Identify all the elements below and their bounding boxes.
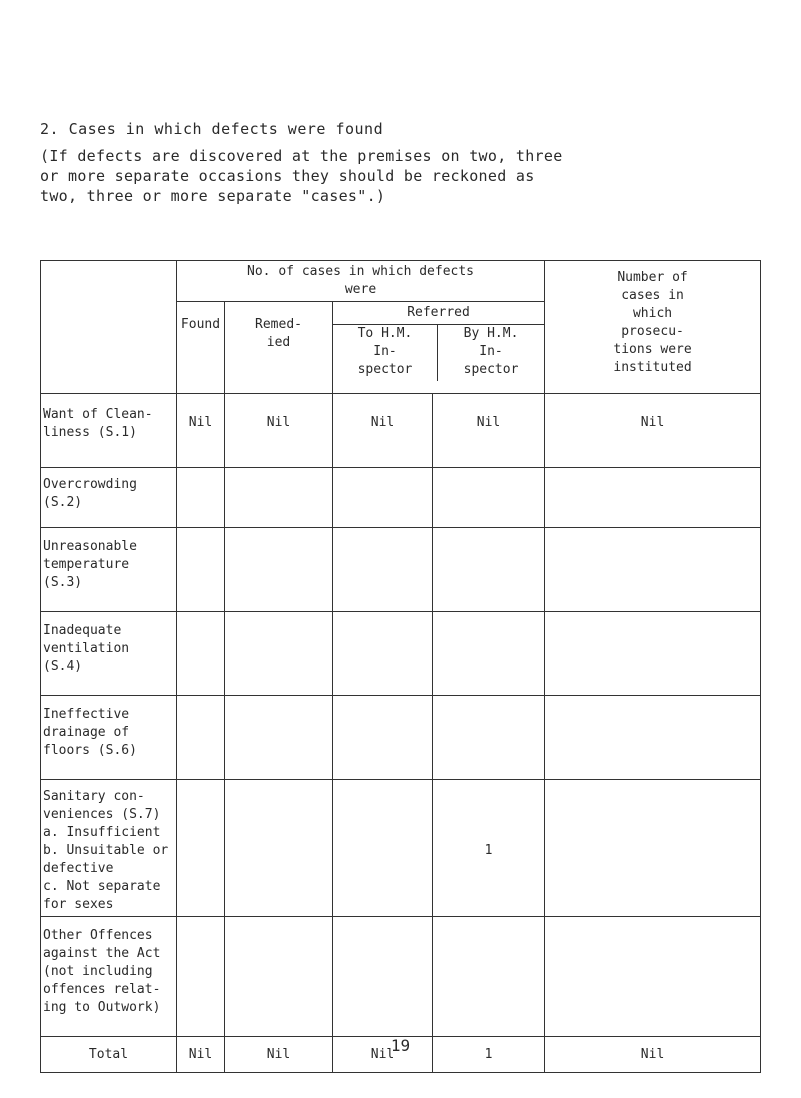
row-label-line: Inadequate — [43, 623, 122, 638]
cell-remedied — [225, 394, 333, 468]
cell-remedied — [225, 528, 333, 612]
cell-by-hm-inspector — [433, 917, 545, 1037]
row-label-line: a. Insufficient — [43, 825, 161, 840]
section-heading: 2. Cases in which defects were found — [40, 120, 384, 138]
total-prosecutions: Nil — [545, 1037, 761, 1073]
cell-found — [177, 528, 225, 612]
cell-to-hm-inspector — [333, 917, 433, 1037]
row-label-line: (S.2) — [43, 495, 83, 510]
row-label-line: floors (S.6) — [43, 743, 137, 758]
header-line: spector — [357, 362, 413, 377]
header-line: Remed- — [255, 317, 302, 332]
row-label-line: drainage of — [43, 725, 130, 740]
cell-remedied — [225, 780, 333, 917]
header-line: prosecu- — [621, 324, 684, 339]
row-label-line: Ineffective — [43, 707, 130, 722]
table-row — [41, 917, 761, 1037]
row-label-line: Other Offences — [43, 928, 153, 943]
row-label-line: (not including — [43, 964, 153, 979]
total-to-hm-inspector: Nil — [333, 1037, 433, 1073]
row-label-line: against the Act — [43, 946, 161, 961]
table-row — [41, 528, 761, 612]
cell-found — [177, 612, 225, 696]
defects-table — [40, 260, 761, 1073]
cell-by-hm-inspector — [433, 528, 545, 612]
header-blank-cell — [41, 261, 177, 394]
row-label — [41, 528, 177, 612]
cell-by-hm-inspector — [433, 612, 545, 696]
group-header — [177, 261, 545, 302]
page-number: 19 — [390, 1036, 411, 1055]
header-line: Found — [180, 317, 221, 332]
row-label-line: temperature — [43, 557, 130, 572]
cell-by-hm-inspector — [433, 780, 545, 917]
cell-prosecutions — [545, 780, 761, 917]
cell-to-hm-inspector — [333, 696, 433, 780]
row-label — [41, 468, 177, 528]
cell-value: Nil — [640, 415, 665, 430]
header-line: cases in — [621, 288, 684, 303]
header-line: By H.M. — [463, 326, 519, 341]
cell-remedied — [225, 468, 333, 528]
header-line: ied — [266, 335, 291, 350]
cell-found — [177, 780, 225, 917]
cell-by-hm-inspector — [433, 394, 545, 468]
row-label-line: Sanitary con- — [43, 789, 145, 804]
cell-to-hm-inspector — [333, 394, 433, 468]
cell-prosecutions — [545, 612, 761, 696]
row-label-line: liness (S.1) — [43, 425, 137, 440]
header-line: In- — [373, 344, 397, 359]
intro-note — [40, 146, 770, 206]
header-found — [177, 302, 225, 394]
row-label-line: Want of Clean- — [43, 407, 153, 422]
cell-prosecutions — [545, 917, 761, 1037]
total-label: Total — [41, 1037, 177, 1073]
row-label-line: for sexes — [43, 897, 114, 912]
header-line: which — [632, 306, 673, 321]
cell-found — [177, 394, 225, 468]
referred-header: Referred — [333, 302, 544, 325]
cell-remedied — [225, 612, 333, 696]
header-remedied — [225, 302, 333, 394]
header-line: In- — [479, 344, 503, 359]
cell-to-hm-inspector — [333, 528, 433, 612]
cell-to-hm-inspector — [333, 612, 433, 696]
header-line: tions were — [613, 342, 692, 357]
cell-value: Nil — [266, 415, 291, 430]
table-row — [41, 780, 761, 917]
cell-to-hm-inspector — [333, 468, 433, 528]
total-found: Nil — [177, 1037, 225, 1073]
cell-prosecutions — [545, 394, 761, 468]
group-header-line: No. of cases in which defects — [247, 264, 475, 279]
row-label-line: (S.3) — [43, 575, 83, 590]
header-line: spector — [463, 362, 519, 377]
cell-remedied — [225, 917, 333, 1037]
row-label — [41, 612, 177, 696]
row-label — [41, 917, 177, 1037]
header-prosecutions — [545, 261, 761, 394]
row-label-line: (S.4) — [43, 659, 83, 674]
cell-by-hm-inspector — [433, 696, 545, 780]
cell-prosecutions — [545, 528, 761, 612]
total-by-hm-inspector: 1 — [433, 1037, 545, 1073]
intro-line: (If defects are discovered at the premises on two, three — [40, 147, 563, 165]
referred-subheaders — [333, 325, 544, 381]
cell-remedied — [225, 696, 333, 780]
cell-to-hm-inspector — [333, 780, 433, 917]
cell-value: Nil — [370, 415, 395, 430]
cell-found — [177, 917, 225, 1037]
row-label — [41, 394, 177, 468]
cell-prosecutions — [545, 696, 761, 780]
row-label — [41, 780, 177, 917]
row-label-line: ing to Outwork) — [43, 1000, 161, 1015]
referred-header-cell — [333, 302, 545, 394]
row-label-line: veniences (S.7) — [43, 807, 161, 822]
cell-value: 1 — [484, 843, 493, 858]
group-header-line: were — [344, 282, 377, 297]
table-row — [41, 468, 761, 528]
row-label-line: b. Unsuitable or — [43, 843, 169, 858]
cell-value: Nil — [188, 415, 213, 430]
row-label — [41, 696, 177, 780]
row-label-line: ventilation — [43, 641, 130, 656]
table-row — [41, 612, 761, 696]
cell-found — [177, 468, 225, 528]
row-label-line: defective — [43, 861, 114, 876]
header-by-hm-inspector — [438, 325, 544, 381]
header-line: To H.M. — [357, 326, 413, 341]
intro-line: or more separate occasions they should be reckoned as — [40, 167, 535, 185]
row-label-line: offences relat- — [43, 982, 161, 997]
header-line: Number of — [617, 270, 688, 285]
row-label-line: Unreasonable — [43, 539, 137, 554]
total-remedied: Nil — [225, 1037, 333, 1073]
row-label-line: Overcrowding — [43, 477, 137, 492]
row-label-line: c. Not separate — [43, 879, 161, 894]
table-row — [41, 394, 761, 468]
cell-found — [177, 696, 225, 780]
intro-line: two, three or more separate "cases".) — [40, 187, 386, 205]
cell-prosecutions — [545, 468, 761, 528]
table-row — [41, 696, 761, 780]
header-line: instituted — [613, 360, 692, 375]
header-to-hm-inspector — [333, 325, 438, 381]
cell-value: Nil — [476, 415, 501, 430]
cell-by-hm-inspector — [433, 468, 545, 528]
